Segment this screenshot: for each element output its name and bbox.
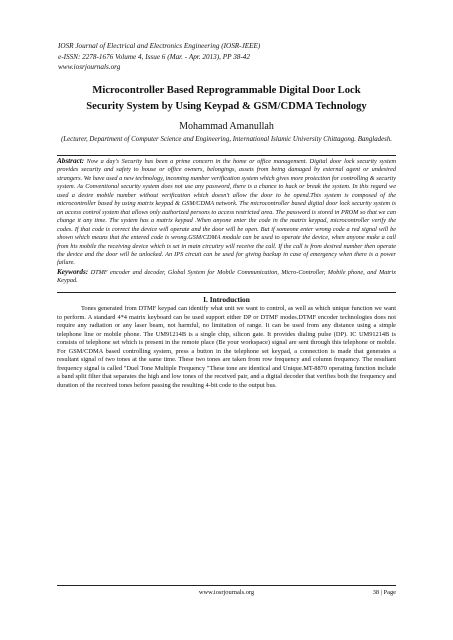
- paper-title: [50, 83, 403, 114]
- title-line-2: Security System by Using Keypad & GSM/CDMA Technology: [86, 100, 367, 112]
- keywords-paragraph: [57, 268, 396, 286]
- footer-page-number: 38 | Page: [372, 589, 396, 596]
- abstract-text: Now a day's Security has been a prime concern in the home or office management. Digital door lock security system provides security and safety to house or office owners, belongings, assets from being damaged by external agent or undesired strangers. We have used a new technology, incoming number verification system which gives more protection for controlling & security system. As Conventional security system does not use any password, there is a chance to hack or break the system. In this regard we used a desire mobile number without verification which doesn't allow the door to be opend.This system is composed of the microcontroller based by using matrix keypad & GSM/CDMA network. The microcontroller based digital door lock security system is an access control system that allows only authorized persons to access restricted area. The password is stored in PROM so that we can change it any time. The system has a matrix keypad .When anyone enter the code in the matrix keypad, microcontroller verify the codes. If that code is correct the device will operate and the door will be open. But if someone enter wrong code a red signal will be shown which means that the entered code is wrong.GSM/CDMA module can be used to operate the device, when anyone make a call from his mobile the receiving device which is set in main circuitry will receive the call. If the call is from desired number then operate the device and the door will be unlocked. An IPS circuit can be used for giving backup in case of emergency when there is a power failure.: [57, 158, 396, 267]
- keywords-label: Keywords:: [57, 267, 89, 276]
- author-affiliation: (Lecturer, Department of Computer Science and Engineering, International Islamic University Chittagong. Bangladesh.: [60, 136, 393, 143]
- abstract-paragraph: [57, 157, 396, 268]
- journal-issue: e-ISSN: 2278-1676 Volume 4, Issue 6 (Mar. - Apr. 2013), PP 38-42: [58, 52, 250, 61]
- keywords-text: DTMF encoder and decoder, Global System for Mobile Communication, Micro-Controller, Mobile phone, and Matrix Keypad.: [57, 268, 396, 285]
- abstract-label: Abstract:: [57, 157, 85, 165]
- introduction-paragraph: Tones generated from DTMF keypad can identify what unit we want to control, as well as which unique function we want to perform. A standard 4*4 matrix keyboard can be used support either DP or DTMF modes.DTMF encoder technologies does not require any radiation or any laser beam, not harmful, no limitation of range. It can be used from any distance using a simple telephone line or mobile phone. The UM91214B is a single chip, silicon gate. It provides dialing pulse (DP). IC UM91214B is consists of telephone set which is present in the remote place (Be your workspace) signal are sent through this telephone or mobile. For GSM/CDMA based controlling system, press a button in the telephone set keypad, a connection is made that generates a resultant signal of two tones at the same time. These two tones are taken from row frequency and column frequency. The resultant frequency signal is called "Duel Tone Multiple Frequency "These tone are identical and Unique.MT-8870 operating function include a band split filter that separates the high and low tones of the received pair, and a digital decoder that verifies both the frequency and duration of the received tones before passing the resulting 4-bit code to the output bus.: [57, 305, 396, 389]
- abstract-box: [57, 155, 396, 293]
- footer-divider: [57, 585, 396, 586]
- journal-name: IOSR Journal of Electrical and Electronics Engineering (IOSR-JEEE): [58, 42, 261, 50]
- title-line-1: Microcontroller Based Reprogrammable Digital Door Lock: [92, 85, 361, 96]
- section-heading: I. Introduction: [203, 295, 250, 304]
- journal-header: [58, 41, 260, 73]
- footer-website: www.iosrjournals.org: [198, 589, 255, 596]
- journal-website: www.iosrjournals.org: [58, 63, 121, 72]
- author-name: Mohammad Amanullah: [179, 121, 274, 132]
